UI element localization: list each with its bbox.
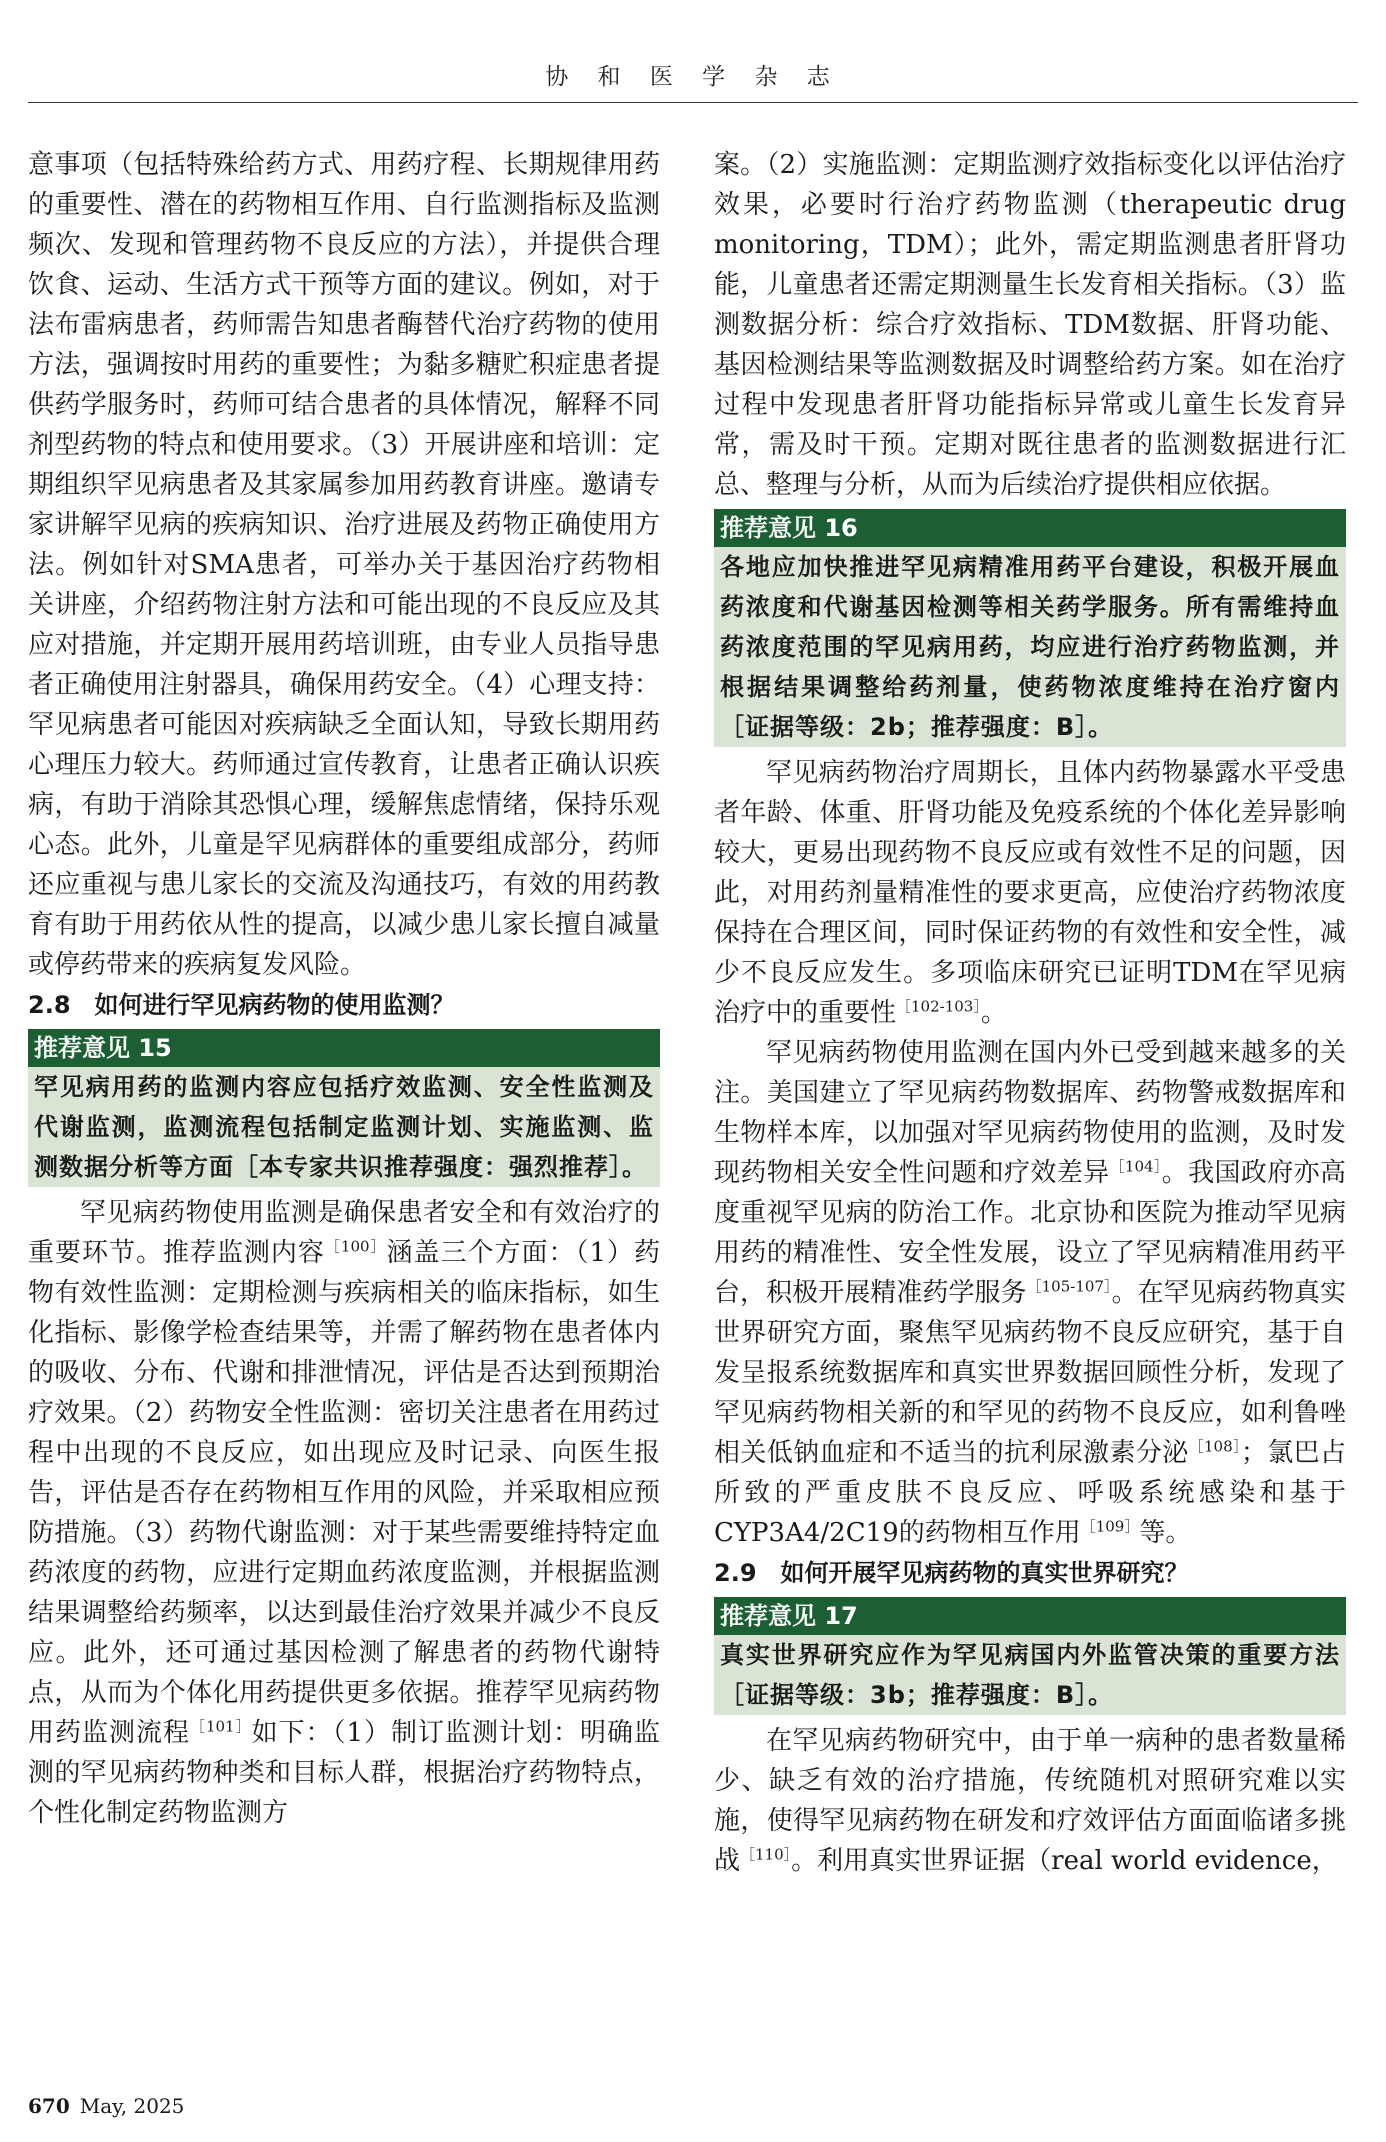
citation: ［105-107］: [1026, 1277, 1112, 1296]
citation: ［104］: [1109, 1157, 1162, 1176]
citation: ［108］: [1188, 1437, 1241, 1456]
section-heading-2-8: 2.8 如何进行罕见病药物的使用监测？: [28, 991, 455, 1019]
text: ；氯巴占所致的严重皮肤不良反应、呼吸系统感染和基于CYP3A4/2C19的药物相互作用: [714, 1438, 1346, 1548]
citation: ［102-103］: [896, 997, 981, 1016]
text: 。: [980, 998, 1007, 1028]
section-heading-2-9: 2.9 如何开展罕见病药物的真实世界研究？: [714, 1559, 1189, 1587]
text: 。我国政府亦高度重视罕见病的防治工作。北京协和医院为推动罕见病用药的精准性、安全性发展，设立了罕见病精准用药平台，积极开展精准药学服务: [714, 1158, 1346, 1308]
citation: ［101］: [189, 1717, 252, 1736]
recommendation-15: [28, 1029, 660, 1187]
paragraph: [714, 753, 1346, 1033]
page-footer: [28, 2094, 184, 2118]
left-column: [28, 145, 660, 1833]
paragraph: 意事项（包括特殊给药方式、用药疗程、长期规律用药的重要性、潜在的药物相互作用、自行监测指标及监测频次、发现和管理药物不良反应的方法），并提供合理饮食、运动、生活方式干预等方面的建议。例如，对于法布雷病患者，药师需告知患者酶替代治疗药物的使用方法，强调按时用药的重要性；为黏多糖贮积症患者提供药学服务时，药师可结合患者的具体情况，解释不同剂型药物的特点和使用要求。（3）开展讲座和培训：定期组织罕见病患者及其家属参加用药教育讲座。邀请专家讲解罕见病的疾病知识、治疗进展及药物正确使用方法。例如针对SMA患者，可举办关于基因治疗药物相关讲座，介绍药物注射方法和可能出现的不良反应及其应对措施，并定期开展用药培训班，由专业人员指导患者正确使用注射器具，确保用药安全。（4）心理支持：罕见病患者可能因对疾病缺乏全面认知，导致长期用药心理压力较大。药师通过宣传教育，让患者正确认识疾病，有助于消除其恐惧心理，缓解焦虑情绪，保持乐观心态。此外，儿童是罕见病群体的重要组成部分，药师还应重视与患儿家长的交流及沟通技巧，有效的用药教育有助于用药依从性的提高，以减少患儿家长擅自减量或停药带来的疾病复发风险。: [28, 150, 660, 980]
recommendation-title: 推荐意见 15: [28, 1029, 660, 1067]
text: 。在罕见病药物真实世界研究方面，聚焦罕见病药物不良反应研究，基于自发呈报系统数据库和真实世界数据回顾性分析，发现了罕见病药物相关新的和罕见的药物不良反应，如利鲁唑相关低钠血症和不适当的抗利尿激素分泌: [714, 1278, 1346, 1468]
citation: ［109］: [1080, 1517, 1140, 1536]
text: 罕见病药物使用监测在国内外已受到越来越多的关注。美国建立了罕见病药物数据库、药物警戒数据库和生物样本库，以加强对罕见病药物使用的监测，及时发现药物相关安全性问题和疗效差异: [714, 1038, 1346, 1188]
recommendation-title: 推荐意见 17: [714, 1597, 1346, 1635]
right-column: [714, 145, 1346, 1881]
text: 等。: [1139, 1518, 1192, 1548]
issue-date: May, 2025: [79, 2094, 185, 2118]
citation: ［110］: [740, 1845, 792, 1864]
recommendation-body: 真实世界研究应作为罕见病国内外监管决策的重要方法［证据等级：3b；推荐强度：B］。: [714, 1635, 1346, 1715]
journal-header: 协 和 医 学 杂 志: [545, 64, 841, 90]
text: 罕见病药物治疗周期长，且体内药物暴露水平受患者年龄、体重、肝肾功能及免疫系统的个体化差异影响较大，更易出现药物不良反应或有效性不足的问题，因此，对用药剂量精准性的要求更高，应使治疗药物浓度保持在合理区间，同时保证药物的有效性和安全性，减少不良反应发生。多项临床研究已证明TDM在罕见病治疗中的重要性: [714, 758, 1346, 1028]
text: 。利用真实世界证据（real world evidence，: [791, 1846, 1338, 1876]
recommendation-17: [714, 1597, 1346, 1715]
paragraph: [28, 1193, 660, 1833]
paragraph: [714, 1033, 1346, 1553]
recommendation-16: [714, 509, 1346, 747]
recommendation-body: 罕见病用药的监测内容应包括疗效监测、安全性监测及代谢监测，监测流程包括制定监测计划、实施监测、监测数据分析等方面［本专家共识推荐强度：强烈推荐］。: [28, 1067, 660, 1187]
text: 涵盖三个方面：（1）药物有效性监测：定期检测与疾病相关的临床指标，如生化指标、影像学检查结果等，并需了解药物在患者体内的吸收、分布、代谢和排泄情况，评估是否达到预期治疗效果。（2）药物安全性监测：密切关注患者在用药过程中出现的不良反应，如出现应及时记录、向医生报告，评估是否存在药物相互作用的风险，并采取相应预防措施。（3）药物代谢监测：对于某些需要维持特定血药浓度的药物，应进行定期血药浓度监测，并根据监测结果调整给药频率，以达到最佳治疗效果并减少不良反应。此外，还可通过基因检测了解患者的药物代谢特点，从而为个体化用药提供更多依据。推荐罕见病药物用药监测流程: [28, 1238, 660, 1748]
text: 在罕见病药物研究中，由于单一病种的患者数量稀少、缺乏有效的治疗措施，传统随机对照研究难以实施，使得罕见病药物在研发和疗效评估方面面临诸多挑战: [714, 1726, 1346, 1876]
paragraph: 案。（2）实施监测：定期监测疗效指标变化以评估治疗效果，必要时行治疗药物监测（therapeutic drug monitoring，TDM）；此外，需定期监测患者肝肾功能，儿童患者还需定期测量生长发育相关指标。（3）监测数据分析：综合疗效指标、TDM数据、肝肾功能、基因检测结果等监测数据及时调整给药方案。如在治疗过程中发现患者肝肾功能指标异常或儿童生长发育异常，需及时干预。定期对既往患者的监测数据进行汇总、整理与分析，从而为后续治疗提供相应依据。: [714, 150, 1346, 500]
recommendation-title: 推荐意见 16: [714, 509, 1346, 547]
recommendation-body: 各地应加快推进罕见病精准用药平台建设，积极开展血药浓度和代谢基因检测等相关药学服务。所有需维持血药浓度范围的罕见病用药，均应进行治疗药物监测，并根据结果调整给药剂量，使药物浓度维持在治疗窗内［证据等级：2b；推荐强度：B］。: [714, 547, 1346, 747]
text: 如下：（1）制订监测计划：明确监测的罕见病药物种类和目标人群，根据治疗药物特点，个性化制定药物监测方: [28, 1718, 660, 1828]
header-rule: [28, 102, 1358, 103]
text: 罕见病药物使用监测是确保患者安全和有效治疗的重要环节。推荐监测内容: [28, 1198, 660, 1268]
citation: ［100］: [324, 1237, 387, 1256]
page-number: 670: [28, 2094, 70, 2118]
paragraph: [714, 1721, 1346, 1881]
